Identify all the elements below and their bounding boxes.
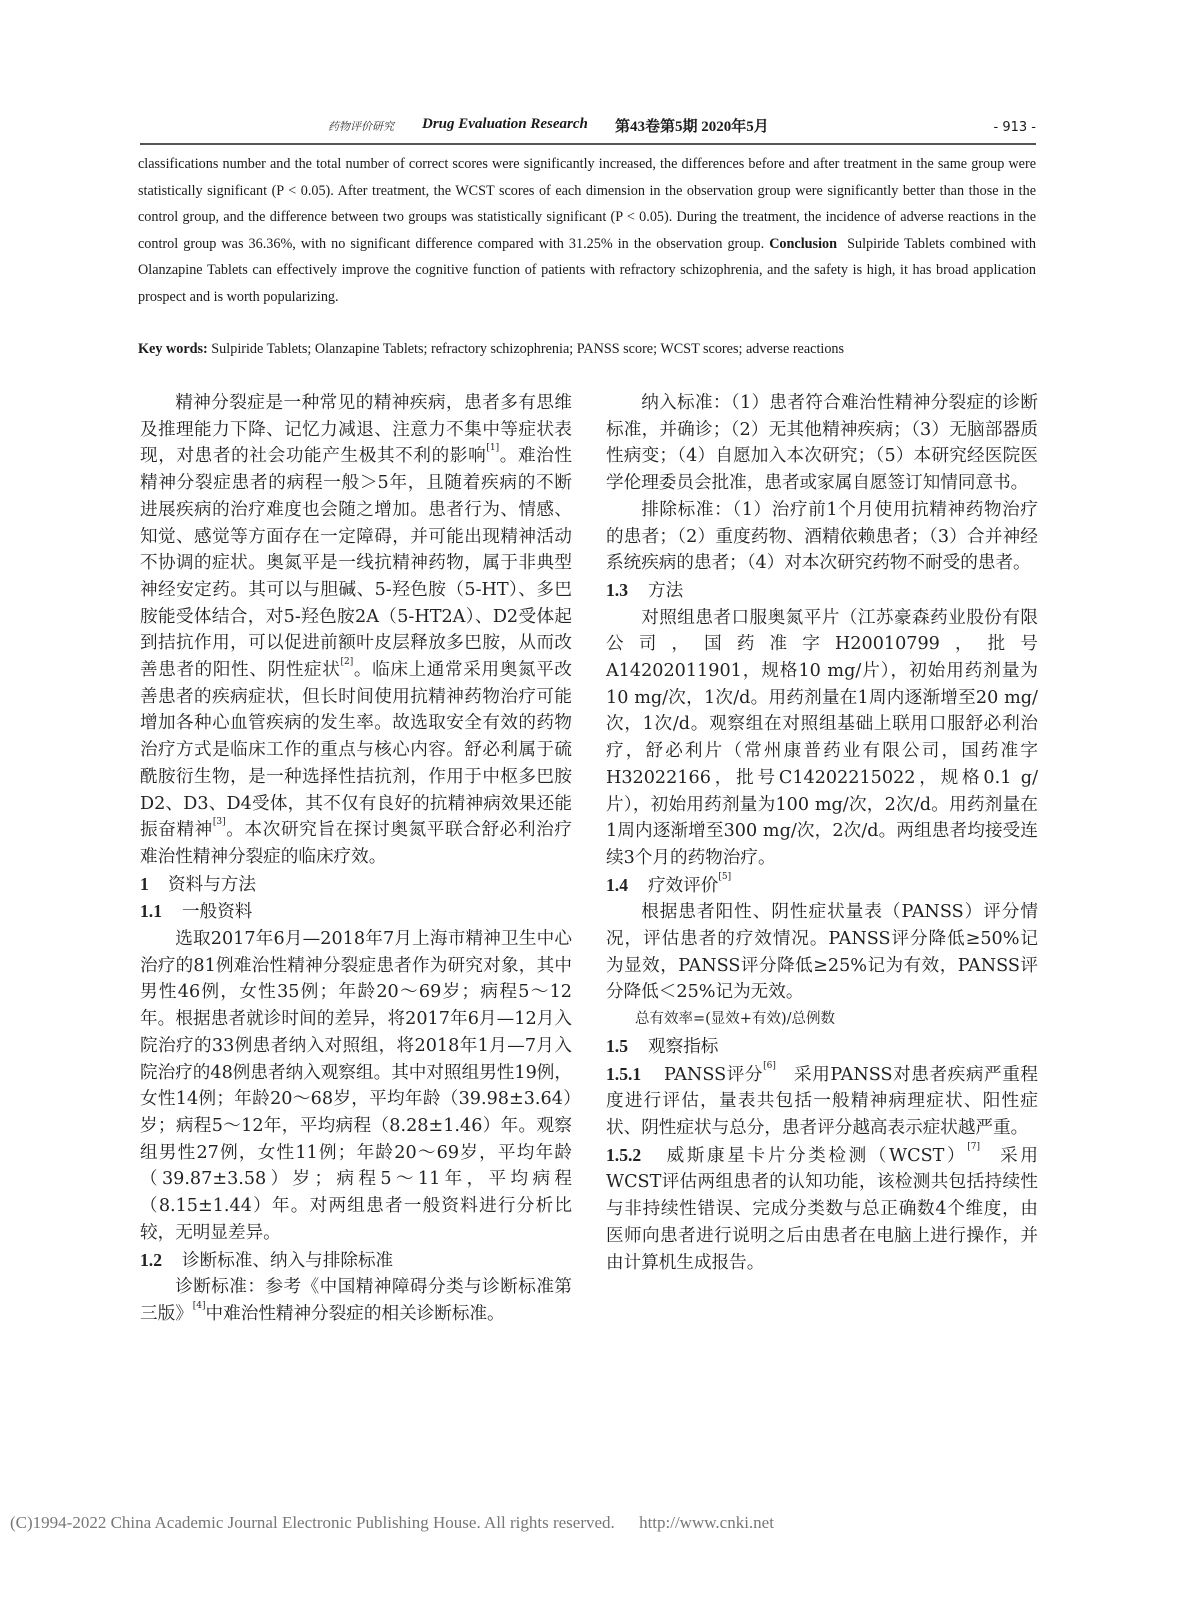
exclusion-paragraph: 排除标准：（1）治疗前1个月使用抗精神药物治疗的患者；（2）重度药物、酒精依赖患者；（3）合并神经系统疾病的患者；（4）对本次研究药物不耐受的患者。 [606, 499, 1038, 574]
efficacy-formula: 总有效率=(显效+有效)/总例数 [635, 1011, 835, 1028]
citation-7[interactable]: [7] [967, 1141, 980, 1152]
diagnosis-text-a: 诊断标准：参考《中国精神障碍分类与诊断标准第三版》 [140, 1277, 572, 1324]
section-title: 方法 [648, 580, 684, 601]
section-number: 1.1 [140, 901, 162, 922]
citation-2[interactable]: [2] [340, 657, 354, 668]
section-title: 诊断标准、纳入与排除标准 [182, 1250, 394, 1271]
section-title: 资料与方法 [168, 874, 256, 895]
wcst-text: 采用WCST评估两组患者的认知功能，该检测共包括持续性与非持续性错误、完成分类数与总正确数4个维度，由医师向患者进行说明之后由患者在电脑上进行操作，并由计算机生成报告。 [606, 1145, 1038, 1273]
diagnosis-text-b: 中难治性精神分裂症的相关诊断标准。 [205, 1303, 505, 1324]
citation-6[interactable]: [6] [763, 1060, 776, 1071]
keywords-text: Sulpiride Tablets; Olanzapine Tablets; refractory schizophrenia; PANSS score; WCST scores; adverse reactions [211, 341, 845, 357]
efficacy-paragraph: 根据患者阳性、阴性症状量表（PANSS）评分情况，评估患者的疗效情况。PANSS评分降低≥50%记为显效，PANSS评分降低≥25%记为有效，PANSS评分降低＜25%记为无效。 [606, 902, 1038, 1003]
journal-logo: 药物评价研究 [328, 120, 394, 133]
subsection-title: 威斯康星卡片分类检测（WCST） [664, 1145, 968, 1166]
subsection-number: 1.5.1 [606, 1063, 642, 1084]
diagnosis-paragraph [140, 1274, 572, 1327]
section-1-1-heading [140, 898, 572, 926]
right-column [606, 390, 1038, 1276]
conclusion-text: Sulpiride Tablets combined with Olanzapine Tablets can effectively improve the cognitive function of patients with refractory schizophrenia, and the safety is high, it has broad application prospect and is worth popularizing. [138, 235, 1037, 305]
wcst-paragraph [606, 1142, 1038, 1277]
issue-info: 第43卷第5期 2020年5月 [615, 119, 769, 135]
intro-text-d: 。本次研究旨在探讨奥氮平联合舒必利治疗难治性精神分裂症的临床疗效。 [140, 820, 572, 867]
method-paragraph: 对照组患者口服奥氮平片（江苏豪森药业股份有限公司，国药准字H20010799，批号A14202011901，规格10 mg/片），初始用药剂量为10 mg/次，1次/d。用药剂量在1周内逐渐增至20 mg/次，1次/d。观察组在对照组基础上联用口服舒必利治疗，舒必利片（常州康普药业有限公司，国药准字H32022166，批号C14202215022，规格0.1 g/片），初始用药剂量为100 mg/次，2次/d。用药剂量在1周内逐渐增至300 mg/次，2次/d。两组患者均接受连续3个月的药物治疗。 [606, 607, 1038, 868]
keywords [138, 336, 1036, 362]
section-number: 1.2 [140, 1249, 162, 1270]
header-rule [140, 143, 1036, 145]
section-1-3-heading [606, 577, 1038, 605]
section-title: 一般资料 [182, 902, 253, 923]
section-title: 观察指标 [648, 1036, 719, 1057]
section-title: 疗效评价 [648, 875, 719, 896]
section-number: 1 [140, 873, 149, 894]
journal-title: Drug Evaluation Research [422, 116, 588, 132]
section-1-2-heading [140, 1247, 572, 1275]
citation-3[interactable]: [3] [212, 817, 226, 828]
intro-text-c: 。临床上通常采用奥氮平改善患者的疾病症状，但长时间使用抗精神药物治疗可能增加各种心血管疾病的发生率。故选取安全有效的药物治疗方式是临床工作的重点与核心内容。舒必利属于硫酰胺衍生物，是一种选择性拮抗剂，作用于中枢多巴胺D2、D3、D4受体，其不仅有良好的抗精神病效果还能振奋精神 [140, 660, 572, 841]
inclusion-paragraph: 纳入标准：（1）患者符合难治性精神分裂症的诊断标准，并确诊；（2）无其他精神疾病；（3）无脑部器质性病变；（4）自愿加入本次研究；（5）本研究经医院医学伦理委员会批准，患者或家属自愿签订知情同意书。 [606, 393, 1038, 494]
subsection-number: 1.5.2 [606, 1144, 642, 1165]
abstract-results-text: classifications number and the total number of correct scores were significantly increased, the differences before and after treatment in the same group were statistically significant (P < 0.05). After treatment, the WCST scores of each dimension in the observation group were significantly better than those in the control group, and the difference between two groups was statistically significant (P < 0.05). During the treatment, the incidence of adverse reactions in the control group was 36.36%, with no significant difference compared with 31.25% in the observation group. [138, 156, 1036, 252]
page-number: - 913 - [993, 120, 1036, 135]
intro-text-a: 精神分裂症是一种常见的精神疾病，患者多有思维及推理能力下降、记忆力减退、注意力不集中等症状表现，对患者的社会功能产生极其不利的影响 [140, 393, 572, 467]
citation-5[interactable]: [5] [718, 871, 732, 882]
section-1-4-heading [606, 872, 1038, 900]
cnki-link[interactable]: http://www.cnki.net [639, 1513, 774, 1532]
subsection-title: PANSS评分 [664, 1064, 764, 1085]
left-column [140, 390, 572, 1328]
keywords-label: Key words: [138, 341, 208, 357]
general-info-paragraph: 选取2017年6月—2018年7月上海市精神卫生中心治疗的81例难治性精神分裂症患者作为研究对象，其中男性46例，女性35例；年龄20～69岁；病程5～12年。根据患者就诊时间的差异，将2017年6月—12月入院治疗的33例患者纳入对照组，将2018年1月—7月入院治疗的48例患者纳入观察组。其中对照组男性19例，女性14例；年龄20～68岁，平均年龄（39.98±3.64）岁；病程5～12年，平均病程（8.28±1.46）年。观察组男性27例，女性11例；年龄20～69岁，平均年龄（39.87±3.58）岁；病程5～11年，平均病程（8.15±1.44）年。对两组患者一般资料进行分析比较，无明显差异。 [140, 929, 572, 1243]
section-number: 1.3 [606, 579, 628, 600]
section-1-heading [140, 871, 572, 899]
abstract-en [138, 151, 1036, 311]
conclusion-label: Conclusion [769, 235, 837, 252]
citation-4[interactable]: [4] [192, 1300, 206, 1311]
copyright-footer [10, 1513, 774, 1533]
section-number: 1.4 [606, 874, 628, 895]
citation-1[interactable]: [1] [486, 443, 500, 454]
section-1-5-heading [606, 1033, 1038, 1061]
section-number: 1.5 [606, 1035, 628, 1056]
copyright-text: (C)1994-2022 China Academic Journal Electronic Publishing House. All rights reserved. [10, 1513, 615, 1532]
running-header [140, 114, 1036, 142]
intro-text-b: 。难治性精神分裂症患者的病程一般＞5年，且随着疾病的不断进展疾病的治疗难度也会随之增加。患者行为、情感、知觉、感觉等方面存在一定障碍，并可能出现精神活动不协调的症状。奥氮平是一线抗精神药物，属于非典型神经安定药。其可以与胆碱、5-羟色胺（5-HT）、多巴胺能受体结合，对5-羟色胺2A（5-HT2A）、D2受体起到拮抗作用，可以促进前额叶皮层释放多巴胺，从而改善患者的阳性、阴性症状 [140, 446, 572, 681]
panss-text: 采用PANSS对患者疾病严重程度进行评估，量表共包括一般精神病理症状、阳性症状、阴性症状与总分，患者评分越高表示症状越严重。 [606, 1064, 1039, 1138]
panss-paragraph [606, 1061, 1038, 1142]
intro-paragraph [140, 390, 572, 871]
